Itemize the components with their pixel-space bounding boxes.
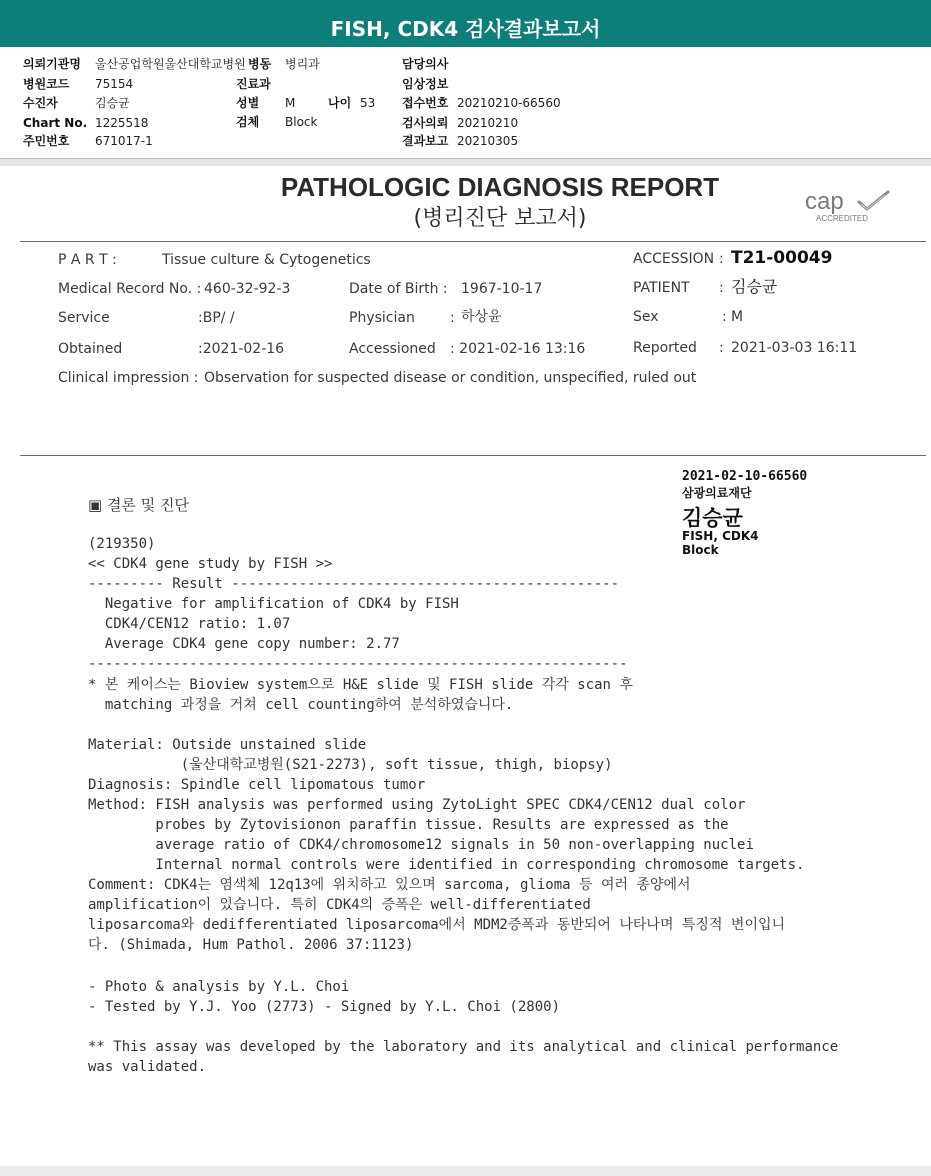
patient-field-label: PATIENT — [633, 280, 690, 296]
resident-no-value: 671017-1 — [95, 134, 153, 148]
sex-colon: : — [722, 309, 727, 325]
body-line: liposarcoma와 dedifferentiated liposarcoma에서 MDM2증폭과 동반되어 나타나며 특징적 변이입니 — [88, 917, 786, 933]
service-value: :BP/ / — [198, 310, 235, 326]
header-rule — [20, 241, 926, 242]
section-band — [0, 159, 931, 166]
result-report-value: 20210305 — [457, 134, 519, 148]
body-line: Material: Outside unstained slide — [88, 737, 367, 753]
body-line: --------- Result ---------------------------------------------- — [88, 576, 620, 592]
body-line: 다. (Shimada, Hum Pathol. 2006 37:1123) — [88, 937, 414, 953]
clinical-impression-value: Observation for suspected disease or condition, unspecified, ruled out — [204, 370, 697, 386]
body-line: ** This assay was developed by the laboratory and its analytical and clinical performance — [88, 1039, 839, 1055]
body-line: Average CDK4 gene copy number: 2.77 — [88, 636, 400, 652]
sex-value: M — [285, 96, 296, 110]
body-line: (울산대학교병원(S21-2273), soft tissue, thigh, biopsy) — [88, 757, 613, 773]
body-line: amplification이 있습니다. 특히 CDK4의 증폭은 well-differentiated — [88, 897, 591, 913]
age-label: 나이 — [328, 96, 352, 110]
department-label: 진료과 — [236, 77, 271, 91]
accession-label: ACCESSION — [633, 251, 715, 267]
conclusion-heading: ▣ 결론 및 진단 — [88, 496, 189, 514]
physician-value: 하상윤 — [461, 309, 502, 325]
chart-no-value: 1225518 — [95, 116, 149, 130]
pathology-report-subtitle: (병리진단 보고서) — [413, 206, 587, 231]
specimen-label: 검체 — [236, 115, 260, 129]
body-line: average ratio of CDK4/chromosome12 signals in 50 non-overlapping nuclei — [88, 837, 754, 853]
hospital-code-value: 75154 — [95, 77, 134, 91]
stamp-receipt-no: 2021-02-10-66560 — [682, 469, 808, 484]
institution-label: 의뢰기관명 — [23, 57, 81, 71]
stamp-lab-name: 삼광의료재단 — [682, 486, 752, 500]
obtained-label: Obtained — [58, 341, 123, 357]
patient-field-value: 김승균 — [731, 277, 778, 296]
cap-logo-subtext: ACCREDITED — [816, 214, 869, 223]
part-value: Tissue culture & Cytogenetics — [162, 252, 371, 268]
body-line: probes by Zytovisionon paraffin tissue. Results are expressed as the — [88, 817, 729, 833]
sex-label: 성별 — [236, 96, 260, 110]
clinical-impression-label: Clinical impression : — [58, 370, 199, 386]
dob-value: 1967-10-17 — [461, 281, 543, 297]
footer-band — [0, 1166, 931, 1176]
ward-value: 병리과 — [285, 57, 320, 71]
resident-no-label: 주민번호 — [23, 134, 70, 148]
body-line: was validated. — [88, 1059, 207, 1075]
reported-colon: : — [719, 340, 724, 356]
body-line: Negative for amplification of CDK4 by FISH — [88, 596, 459, 612]
ward-label: 병동 — [248, 57, 272, 71]
clinical-info-label: 임상정보 — [402, 77, 449, 91]
chart-no-label: Chart No. — [23, 116, 88, 130]
body-line: Method: FISH analysis was performed using ZytoLight SPEC CDK4/CEN12 dual color — [88, 797, 746, 813]
test-request-value: 20210210 — [457, 116, 519, 130]
body-line: (219350) — [88, 536, 156, 552]
pathology-report-title: PATHOLOGIC DIAGNOSIS REPORT — [280, 172, 720, 202]
checkmark-icon — [855, 190, 891, 212]
physician-label: Physician — [349, 310, 415, 326]
sex-field-value: M — [731, 309, 744, 325]
result-report-label: 결과보고 — [402, 134, 449, 148]
specimen-value: Block — [285, 115, 318, 129]
cap-logo-text: cap — [805, 188, 844, 215]
patient-value: 김승균 — [95, 96, 130, 110]
body-line: matching 과정을 거쳐 cell counting하여 분석하였습니다. — [88, 697, 514, 713]
body-line: Comment: CDK4는 염색체 12q13에 위치하고 있으며 sarcoma, glioma 등 여러 종양에서 — [88, 877, 691, 893]
sex-field-label: Sex — [633, 309, 659, 325]
reported-value: 2021-03-03 16:11 — [731, 340, 858, 356]
physician-colon: : — [450, 310, 455, 326]
body-line: Diagnosis: Spindle cell lipomatous tumor — [88, 777, 426, 793]
reported-label: Reported — [633, 340, 697, 356]
report-title: FISH, CDK4 검사결과보고서 — [330, 17, 601, 41]
fields-rule — [20, 455, 926, 456]
body-line: - Tested by Y.J. Yoo (2773) - Signed by Y.L. Choi (2800) — [88, 999, 561, 1015]
body-line: Internal normal controls were identified in corresponding chromosome targets. — [88, 857, 805, 873]
report-title-bar — [0, 0, 931, 47]
mrn-value: 460-32-92-3 — [204, 281, 291, 297]
receipt-no-label: 접수번호 — [402, 96, 449, 110]
test-request-label: 검사의뢰 — [402, 116, 449, 130]
body-line: - Photo & analysis by Y.L. Choi — [88, 979, 350, 995]
cap-accredited-logo — [805, 188, 895, 228]
patient-colon: : — [719, 280, 724, 296]
receipt-no-value: 20210210-66560 — [457, 96, 561, 110]
service-label: Service — [58, 310, 110, 326]
dob-label: Date of Birth : — [349, 281, 448, 297]
accession-colon: : — [719, 251, 724, 267]
age-value: 53 — [360, 96, 376, 110]
obtained-value: :2021-02-16 — [198, 341, 285, 357]
body-line: << CDK4 gene study by FISH >> — [88, 556, 333, 572]
mrn-label: Medical Record No. : — [58, 281, 202, 297]
stamp-patient-name: 김승균 — [682, 506, 743, 530]
body-line: CDK4/CEN12 ratio: 1.07 — [88, 616, 291, 632]
body-line: ---------------------------------------------------------------- — [88, 656, 628, 672]
stamp-specimen: Block — [682, 543, 719, 557]
stamp-test-name: FISH, CDK4 — [682, 529, 759, 543]
hospital-code-label: 병원코드 — [23, 77, 70, 91]
accession-value: T21-00049 — [731, 248, 833, 268]
part-label: P A R T : — [58, 252, 117, 268]
accessioned-label: Accessioned — [349, 341, 436, 357]
institution-value: 울산공업학원울산대학교병원 — [95, 57, 246, 71]
patient-label: 수진자 — [23, 96, 58, 110]
body-line: * 본 케이스는 Bioview system으로 H&E slide 및 FISH slide 각각 scan 후 — [88, 677, 633, 693]
doctor-label: 담당의사 — [402, 57, 449, 71]
accessioned-value: : 2021-02-16 13:16 — [450, 341, 586, 357]
